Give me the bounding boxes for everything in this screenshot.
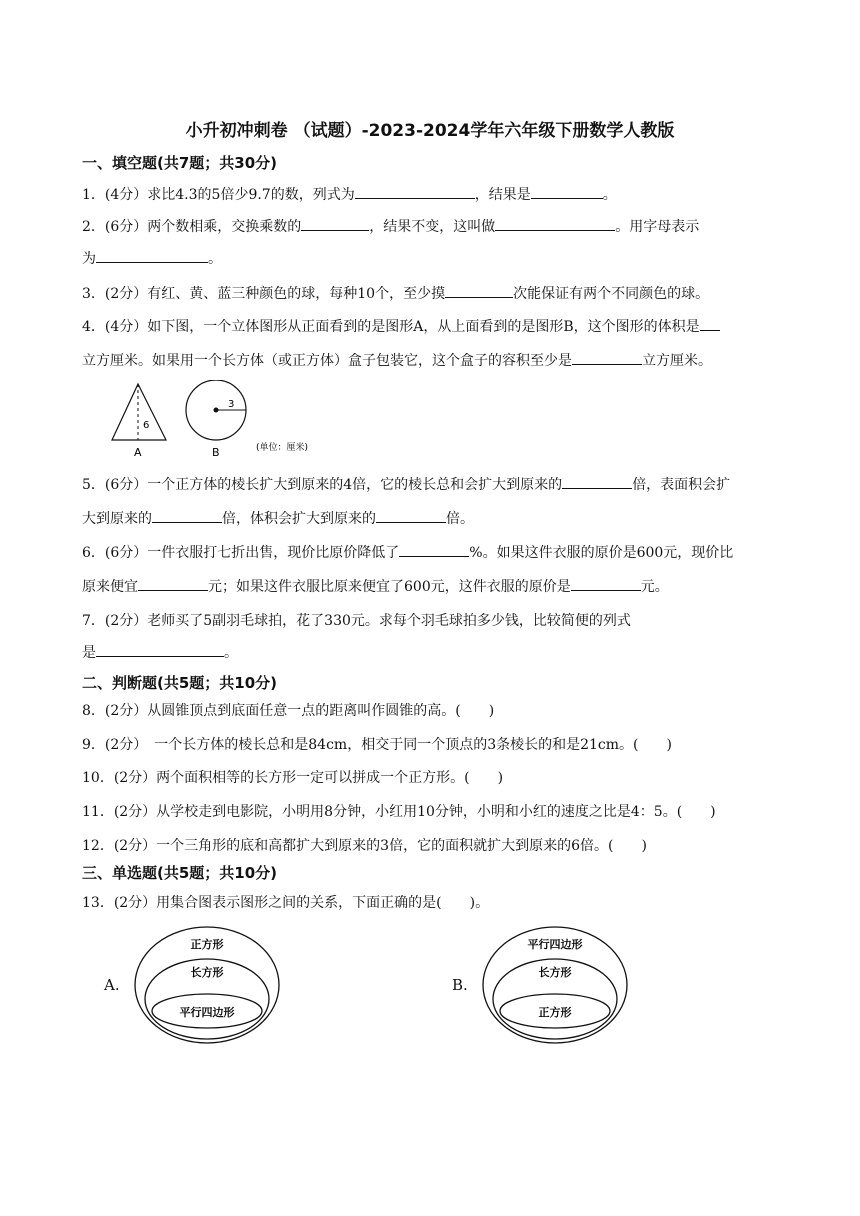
q3-text-2: 次能保证有两个不同颜色的球。: [513, 286, 710, 302]
height-label: 6: [143, 420, 150, 431]
question-6: [82, 542, 733, 562]
q5-text-4: 倍，体积会扩大到原来的: [222, 511, 376, 527]
figure-b-label: B: [212, 446, 220, 459]
q2-blank-3[interactable]: [96, 248, 208, 263]
q2-blank-2[interactable]: [495, 216, 615, 231]
q7-text-3: 。: [224, 645, 238, 661]
question-10: 10．(2分）两个面积相等的长方形一定可以拼成一个正方形。( ): [82, 770, 504, 786]
q6-text-2: %。如果这件衣服的原价是600元，现价比: [469, 545, 734, 561]
question-4: [82, 316, 720, 336]
q6-blank-2[interactable]: [138, 576, 208, 591]
question-7-cont: [82, 642, 238, 662]
q1-blank-2[interactable]: [531, 184, 603, 199]
q4-blank-1[interactable]: [700, 316, 720, 331]
option-b-middle-label: 长方形: [538, 966, 572, 979]
q7-text: 7．(2分）老师买了5副羽毛球拍，花了330元。求每个羽毛球拍多少钱，比较简便的列式: [82, 613, 631, 629]
q6-blank-3[interactable]: [571, 576, 641, 591]
triangle-shape-a: [112, 384, 166, 440]
option-a-venn-diagram[interactable]: [132, 924, 282, 1046]
question-13: 13．(2分）用集合图表示图形之间的关系，下面正确的是( )。: [82, 895, 490, 911]
option-a-middle-label: 长方形: [190, 966, 224, 979]
q1-blank-1[interactable]: [355, 184, 475, 199]
option-a-inner-label: 平行四边形: [179, 1006, 235, 1019]
question-3: [82, 283, 709, 303]
q4-text-2: 立方厘米。如果用一个长方体（或正方体）盒子包装它，这个盒子的容积至少是: [82, 353, 572, 369]
q3-text: 3．(2分）有红、黄、蓝三种颜色的球，每种10个，至少摸: [82, 286, 446, 302]
option-a-label[interactable]: A.: [104, 976, 120, 994]
q7-blank-1[interactable]: [96, 642, 224, 657]
q5-blank-2[interactable]: [152, 508, 222, 523]
question-7: [82, 610, 631, 630]
q5-blank-3[interactable]: [376, 508, 446, 523]
option-b-venn-diagram[interactable]: [480, 924, 630, 1046]
question-1: [82, 184, 617, 204]
q6-text-5: 元。: [640, 579, 669, 595]
q6-blank-1[interactable]: [399, 542, 469, 557]
question-9: 9．(2分） 一个长方体的棱长总和是84cm，相交于同一个顶点的3条棱长的和是21cm。( ): [82, 737, 672, 753]
option-b-inner-label: 正方形: [538, 1006, 572, 1019]
question-5: [82, 474, 730, 494]
q5-text: 5．(6分）一个正方体的棱长扩大到原来的4倍，它的棱长总和会扩大到原来的: [82, 477, 563, 493]
q2-text-2: ，结果不变，这叫做: [369, 219, 496, 235]
q7-text-2: 是: [82, 645, 96, 661]
question-6-cont: [82, 576, 669, 596]
page-title: 小升初冲刺卷 （试题）-2023-2024学年六年级下册数学人教版: [185, 121, 675, 141]
q4-blank-2[interactable]: [572, 350, 642, 365]
question-11: 11．(2分）从学校走到电影院，小明用8分钟，小红用10分钟，小明和小红的速度之比是4：5。( ): [82, 804, 716, 820]
q4-text-3: 立方厘米。: [642, 353, 712, 369]
section-heading-true-false: 二、判断题(共5题；共10分): [82, 674, 278, 692]
q2-blank-1[interactable]: [301, 216, 369, 231]
q2-text-3: 。用字母表示: [615, 219, 700, 235]
option-b-label[interactable]: B.: [452, 976, 468, 994]
figure-a-label: A: [134, 446, 142, 459]
option-a-outer-label: 正方形: [190, 938, 224, 951]
radius-label: 3: [228, 399, 235, 410]
q2-text: 2．(6分）两个数相乘，交换乘数的: [82, 219, 302, 235]
question-2-cont: [82, 248, 222, 268]
q5-text-2: 倍，表面积会扩: [632, 477, 731, 493]
unit-label: (单位：厘米): [256, 443, 309, 453]
q2-text-5: 。: [208, 251, 222, 267]
q3-blank-1[interactable]: [445, 283, 513, 298]
q6-text: 6．(6分）一件衣服打七折出售，现价比原价降低了: [82, 545, 400, 561]
q4-text: 4．(4分）如下图，一个立体图形从正面看到的是图形A，从上面看到的是图形B，这个图形的体积是: [82, 319, 700, 335]
q4-figure: [104, 380, 344, 460]
option-b-outer-label: 平行四边形: [527, 938, 583, 951]
question-5-cont: [82, 508, 474, 528]
q2-text-4: 为: [82, 251, 96, 267]
q1-text-2: ，结果是: [474, 187, 531, 203]
section-heading-fill-in: 一、填空题(共7题；共30分): [82, 154, 278, 172]
q5-text-5: 倍。: [446, 511, 474, 527]
question-8: 8．(2分）从圆锥顶点到底面任意一点的距离叫作圆锥的高。( ): [82, 703, 495, 719]
section-heading-single-choice: 三、单选题(共5题；共10分): [82, 864, 278, 882]
q5-blank-1[interactable]: [562, 474, 632, 489]
q6-text-3: 原来便宜: [82, 579, 138, 595]
q1-text: 1．(4分）求比4.3的5倍少9.7的数，列式为: [82, 187, 355, 203]
question-2: [82, 216, 699, 236]
q5-text-3: 大到原来的: [82, 511, 152, 527]
question-12: 12．(2分）一个三角形的底和高都扩大到原来的3倍，它的面积就扩大到原来的6倍。( ): [82, 838, 647, 854]
q1-text-3: 。: [602, 187, 617, 203]
question-4-cont: [82, 350, 712, 370]
q6-text-4: 元；如果这件衣服比原来便宜了600元，这件衣服的原价是: [208, 579, 571, 595]
